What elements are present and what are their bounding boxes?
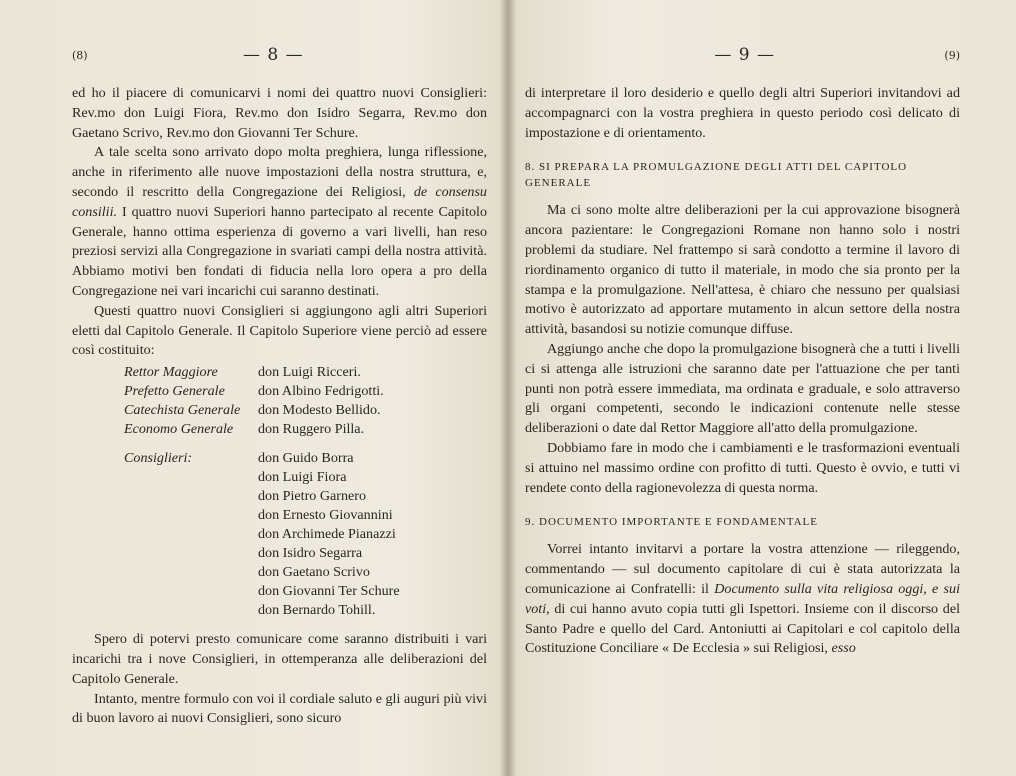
councillor-name: don Bernardo Tohill. [258,602,376,619]
councillor-name: don Giovanni Ter Schure [258,583,400,600]
right-paragraph: Vorrei intanto invitarvi a portare la vostra attenzione — rileggendo, commentando — sul documento capitolare di cui è stata autorizzata la comunicazione ai Confratelli: il Documento sulla vita religiosa oggi, e sui voti, di cui hanno avuto copia tutti gli Ispettori. Insieme con il discorso del Santo Padre e quello del Card. Antoniutti ai Capitolari e col capitolo della Costituzione Conciliare « De Ecclesia » sui Religiosi, esso [525,541,960,657]
left-bracket-number: (8) [72,48,88,62]
council-roster [124,363,487,620]
left-paragraph: Questi quattro nuovi Consiglieri si aggiungono agli altri Superiori eletti dal Capitolo Generale. Il Capitolo Superiore viene perciò ad essere così costituito: [72,302,487,359]
councillor-row [124,468,487,487]
right-paragraph: Dobbiamo fare in modo che i cambiamenti e le trasformazioni eventuali si attuino nel massimo ordine con profitto di tutti. Questo è ovvio, e tutti vi rendete conto della ragionevolezza di questa norma. [525,439,960,496]
officer-name: don Luigi Ricceri. [258,364,361,381]
section-heading: 8. SI PREPARA LA PROMULGAZIONE DEGLI ATTI DEL CAPITOLO GENERALE [525,161,908,190]
councillor-name: don Guido Borra [258,450,354,467]
councillor-name: don Ernesto Giovannini [258,507,393,524]
councillor-row [124,487,487,506]
officer-role: Catechista Generale [124,402,241,419]
right-page [511,0,1016,776]
left-paragraph: A tale scelta sono arrivato dopo molta preghiera, lunga riflessione, anche in riferimento alle nuove impostazioni della nostra struttura, e, secondo il rescritto della Congregazione dei Religiosi, de consensu consilii. I quattro nuovi Superiori hanno partecipato al recente Capitolo Generale, hanno ottima esperienza di governo a vari livelli, han reso preziosi servizi alla Congregazione in svariati campi della nostra attività. Abbiamo motivi ben fondati di fiducia nella loro opera a pro della Congregazione nei vari incarichi cui saranno destinati. [72,144,488,299]
officer-role: Prefetto Generale [124,383,225,400]
officer-role: Rettor Maggiore [124,364,218,381]
document-title: Documento sulla vita religiosa oggi, e sui voti, [525,580,960,617]
councillor-name: don Gaetano Scrivo [258,564,370,581]
councillor-name: don Isidro Segarra [258,545,363,562]
left-paragraph: Spero di potervi presto comunicare come saranno distribuiti i vari incarichi tra i nove Consiglieri, in ottemperanza alle deliberazioni del Capitolo Generale. [72,631,487,687]
councillor-name: don Pietro Garnero [258,488,367,505]
right-page-number: — 9 — [714,45,776,65]
councillor-row [124,525,487,544]
right-page-header [525,44,960,66]
left-paragraph: ed ho il piacere di comunicarvi i nomi dei quattro nuovi Consiglieri: Rev.mo don Luigi Fiora, Rev.mo don Isidro Segarra, Rev.mo don Gaetano Scrivo, Rev.mo don Giovanni Ter Schure. [72,85,487,141]
officer-name: don Albino Fedrigotti. [258,383,384,400]
latin-phrase: de consensu consilii. [72,183,487,220]
councillor-row [124,544,487,563]
councillor-row [124,506,487,525]
officer-row [124,420,487,439]
councillor-row [124,601,487,620]
left-page-header [72,44,487,66]
officer-row [124,382,487,401]
section-heading: 9. DOCUMENTO IMPORTANTE E FONDAMENTALE [525,516,818,529]
officer-role: Economo Generale [124,421,234,438]
councillors-label: Consiglieri: [124,450,193,467]
councillor-name: don Luigi Fiora [258,469,347,486]
officer-name: don Modesto Bellido. [258,402,381,419]
officer-row [124,401,487,420]
left-page-number: — 8 — [242,45,304,65]
right-paragraph: Ma ci sono molte altre deliberazioni per la cui approvazione bisognerà ancora pazientare: le Congregazioni Romane non hanno solo i nostri problemi da studiare. Nel frattempo si sarà condotto a termine il lavoro di riordinamento organico di tutto il materiale, in modo che sia pronto per la stampa e la promulgazione. Nell'attesa, è chiaro che nessuno per qualsiasi motivo è autorizzato ad apportare mutamento in alcun settore della nostra attività, basandosi su notizie comunque diffuse. [525,202,960,338]
right-bracket-number: (9) [944,48,960,62]
councillor-row [124,582,487,601]
left-paragraph: Intanto, mentre formulo con voi il cordiale saluto e gli auguri più vivi di buon lavoro ai nuovi Consiglieri, sono sicuro [72,690,487,727]
councillor-row [124,449,487,468]
officer-name: don Ruggero Pilla. [258,421,365,438]
officer-row [124,363,487,382]
right-paragraph: Aggiungo anche che dopo la promulgazione bisognerà che a tutti i livelli ci si attenga alle istruzioni che saranno date per l'attuazione che per tanti punti non potrà essere immediata, ma ordinata e graduale, e solo attraverso gli organi competenti, secondo le indicazioni contenute nelle stesse deliberazioni o date dal Rettor Maggiore all'atto della promulgazione. [525,340,960,437]
italic-word: esso [831,640,856,657]
left-page [0,0,505,776]
councillor-row [124,563,487,582]
councillor-name: don Archimede Pianazzi [258,526,396,543]
right-paragraph: di interpretare il loro desiderio e quello degli altri Superiori invitandovi ad accompagnarci con la vostra preghiera in questo periodo così delicato di impostazione e di orientamento. [525,85,960,141]
